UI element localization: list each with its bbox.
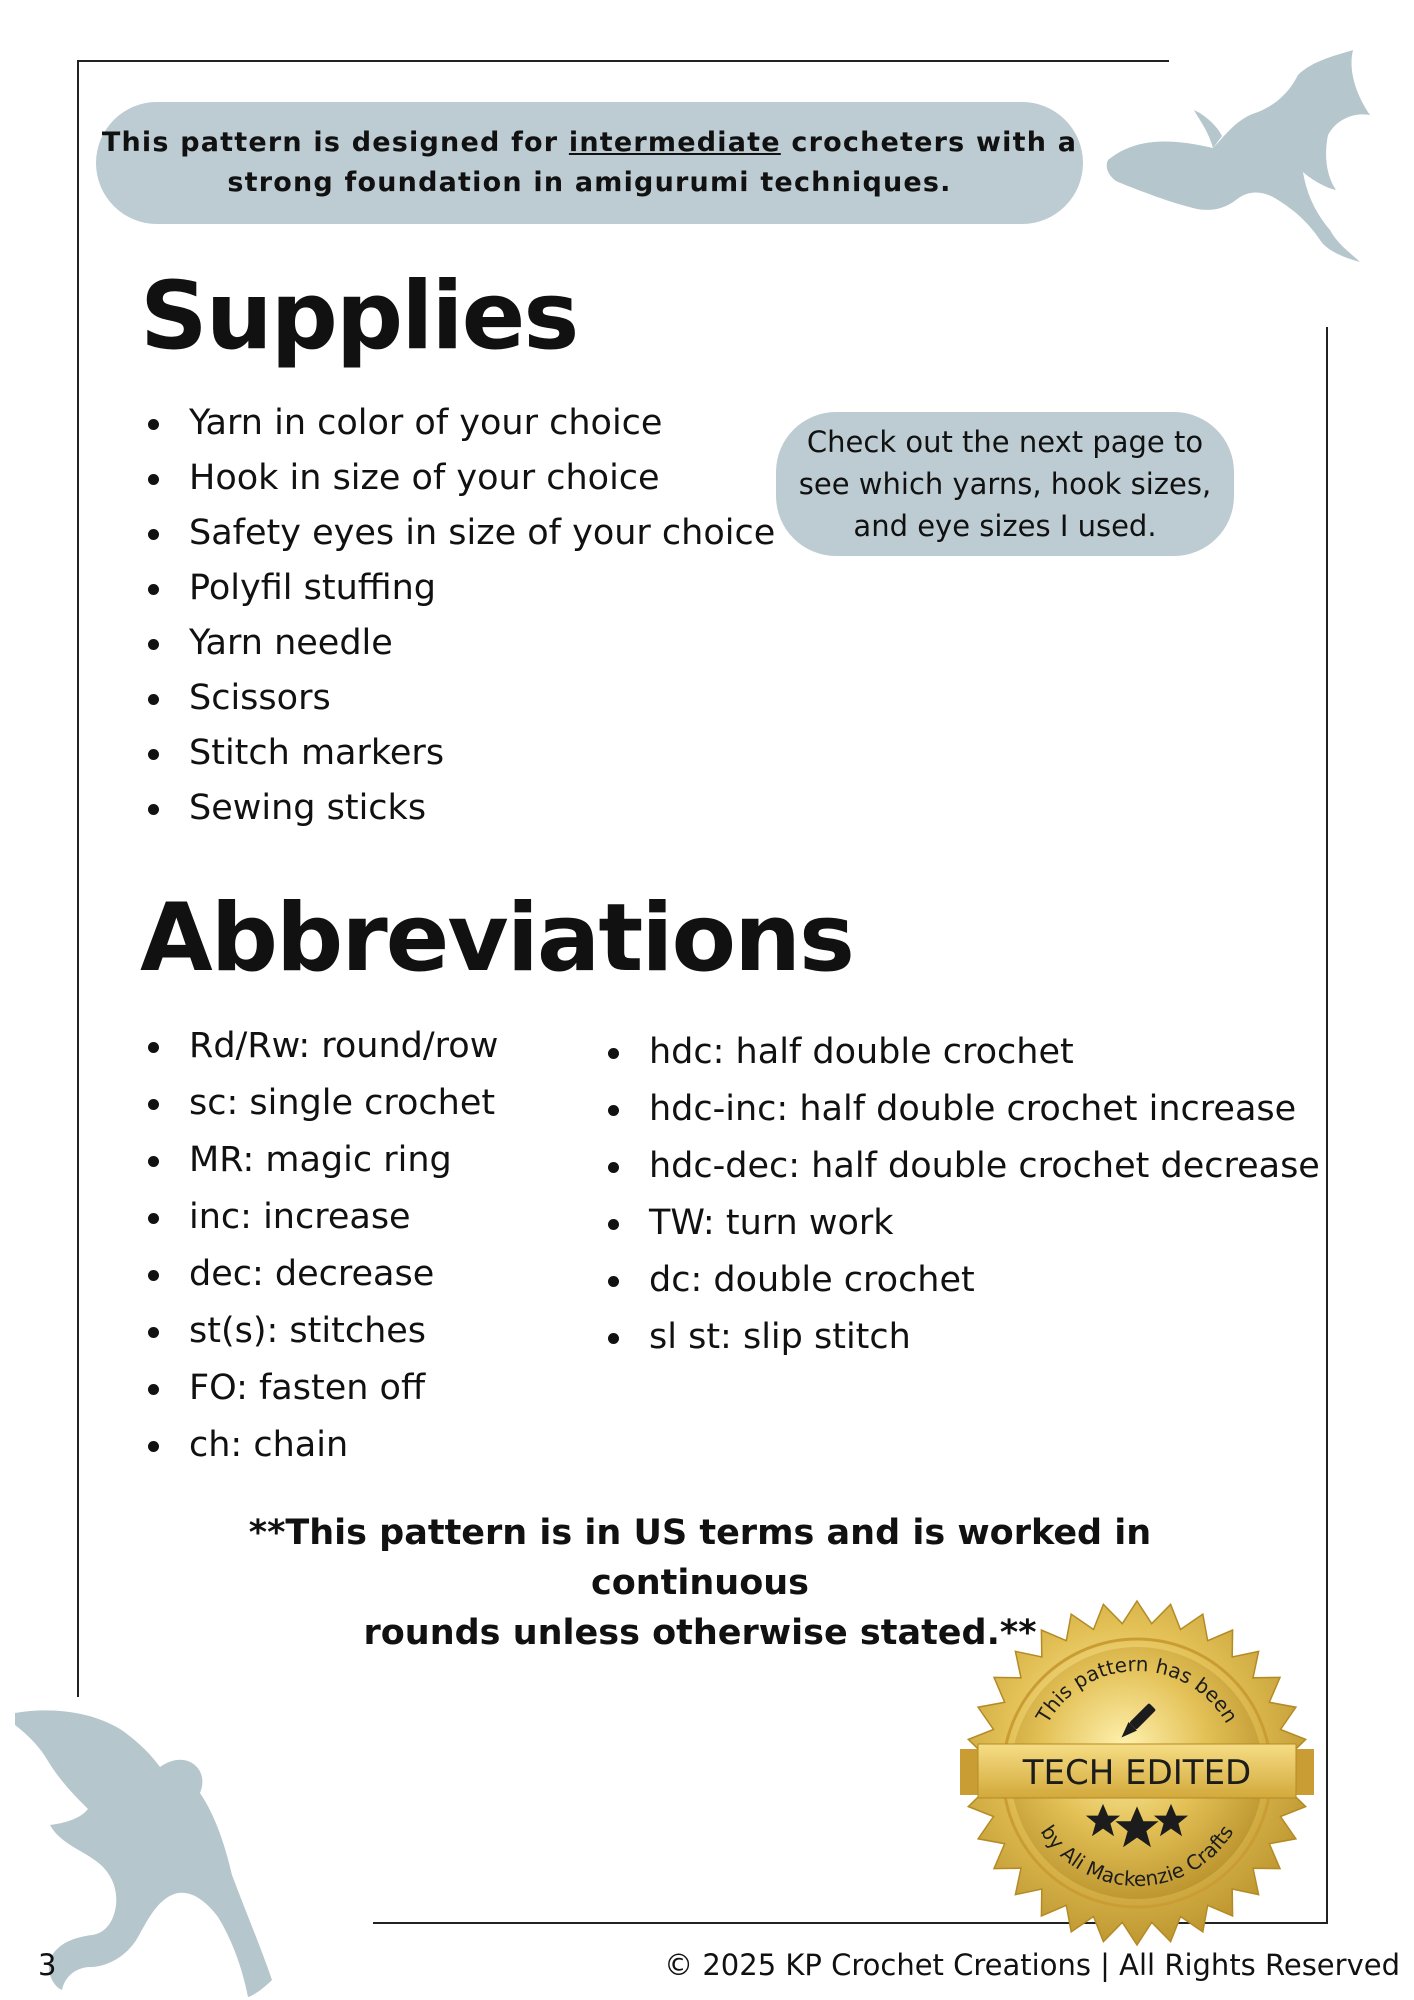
banner-skill-level: intermediate	[568, 127, 781, 158]
list-item: hdc: half double crochet	[604, 1024, 1320, 1081]
list-item: Rd/Rw: round/row	[144, 1018, 498, 1075]
note-line: Check out the next page to	[806, 425, 1204, 459]
note-line: and eye sizes I used.	[853, 509, 1157, 543]
terms-line-1: **This pattern is in US terms and is worked in continuous	[248, 1513, 1152, 1603]
banner-text-prefix: This pattern is designed for	[101, 127, 569, 158]
list-item: inc: increase	[144, 1189, 498, 1246]
list-item: Yarn in color of your choice	[144, 396, 775, 451]
frame-left-line	[77, 60, 79, 1697]
dragon-top-right-icon	[1098, 40, 1378, 270]
list-item: st(s): stitches	[144, 1303, 498, 1360]
frame-top-line	[77, 60, 1169, 62]
list-item: Safety eyes in size of your choice	[144, 506, 775, 561]
dragon-bottom-left-icon	[10, 1705, 330, 2000]
list-item: ch: chain	[144, 1417, 498, 1474]
banner-text-suffix: crocheters with a	[780, 127, 1078, 158]
list-item: Yarn needle	[144, 616, 775, 671]
supplies-note-bubble	[776, 412, 1234, 556]
list-item: Polyfil stuffing	[144, 561, 775, 616]
seal-bottom-text: by Ali Mackenzie Crafts	[1035, 1820, 1239, 1892]
abbreviations-list-left	[144, 1018, 498, 1474]
seal-top-text: This pattern has been	[1030, 1651, 1244, 1728]
seal-label: TECH EDITED	[1022, 1753, 1252, 1793]
list-item: Stitch markers	[144, 726, 775, 781]
terms-line-2: rounds unless otherwise stated.**	[363, 1613, 1037, 1653]
page-number: 3	[38, 1948, 57, 1982]
list-item: Hook in size of your choice	[144, 451, 775, 506]
copyright-notice: © 2025 KP Crochet Creations | All Rights Reserved	[664, 1948, 1400, 1982]
skill-level-banner	[96, 102, 1083, 224]
abbreviations-list-right	[604, 1024, 1320, 1366]
list-item: sl st: slip stitch	[604, 1309, 1320, 1366]
supplies-heading: Supplies	[140, 262, 578, 371]
list-item: MR: magic ring	[144, 1132, 498, 1189]
list-item: sc: single crochet	[144, 1075, 498, 1132]
frame-right-line	[1326, 327, 1328, 1924]
list-item: dc: double crochet	[604, 1252, 1320, 1309]
supplies-list	[144, 396, 775, 836]
list-item: Scissors	[144, 671, 775, 726]
list-item: hdc-inc: half double crochet increase	[604, 1081, 1320, 1138]
list-item: dec: decrease	[144, 1246, 498, 1303]
note-line: see which yarns, hook sizes,	[798, 467, 1212, 501]
list-item: Sewing sticks	[144, 781, 775, 836]
banner-line-1	[102, 123, 1077, 163]
abbreviations-heading: Abbreviations	[140, 884, 853, 993]
list-item: hdc-dec: half double crochet decrease	[604, 1138, 1320, 1195]
list-item: FO: fasten off	[144, 1360, 498, 1417]
list-item: TW: turn work	[604, 1195, 1320, 1252]
tech-edited-seal	[960, 1596, 1314, 1950]
banner-line-2: strong foundation in amigurumi techniques.	[227, 167, 952, 198]
